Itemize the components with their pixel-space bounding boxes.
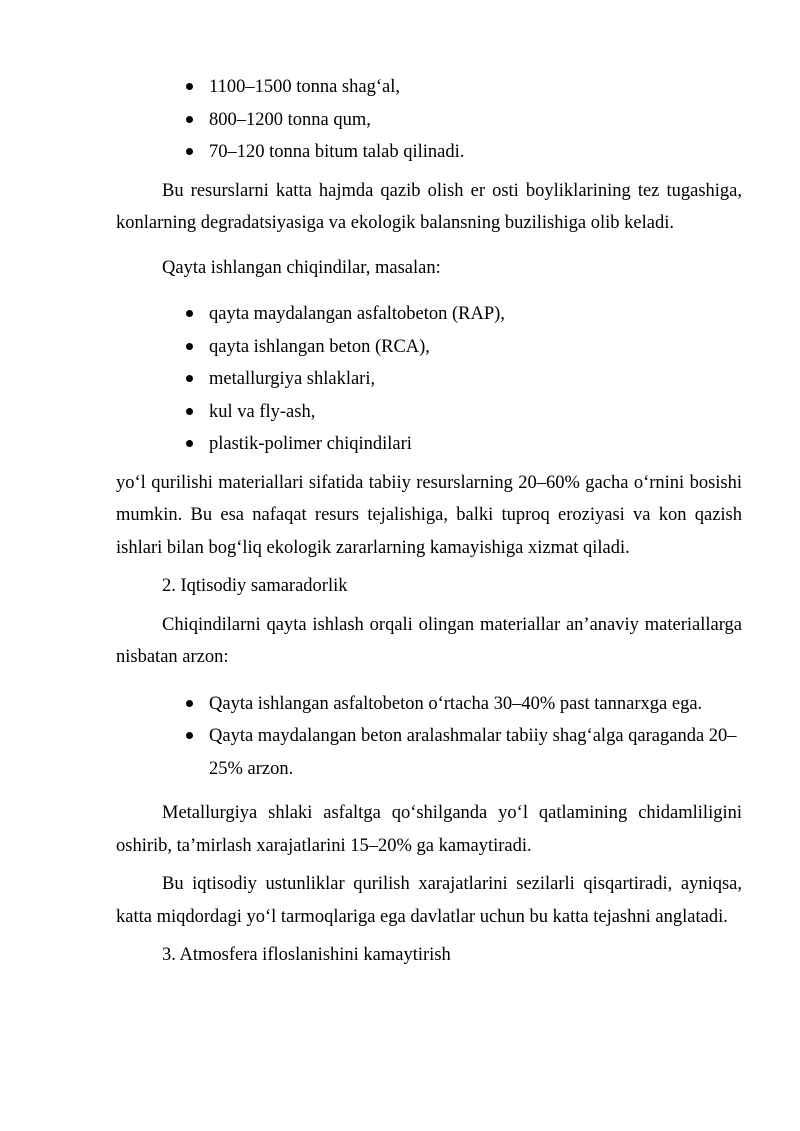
bullet-list-materials bbox=[116, 71, 742, 169]
paragraph: Qayta ishlangan chiqindilar, masalan: bbox=[162, 257, 441, 278]
bullet-icon bbox=[186, 440, 193, 447]
bullet-list-waste bbox=[116, 298, 742, 461]
paragraph: Chiqindilarni qayta ishlash orqali olingan materiallar an’anaviy materiallarga nisbatan arzon: bbox=[116, 614, 742, 667]
paragraph: yo‘l qurilishi materiallari sifatida tabiiy resurslarning 20–60% gacha o‘rnini bosishi mumkin. Bu esa nafaqat resurs tejalishiga, balki tuproq eroziyasi va kon qazish ishlari bilan bog‘liq ekologik zararlarning kamayishiga xizmat qiladi. bbox=[116, 472, 742, 558]
paragraph: Bu iqtisodiy ustunliklar qurilish xarajatlarini sezilarli qisqartiradi, ayniqsa, katta miqdordagi yo‘l tarmoqlariga ega davlatlar uchun bu katta tejashni anglatadi. bbox=[116, 874, 742, 927]
list-item: Qayta ishlangan asfaltobeton o‘rtacha 30–40% past tannarxga ega. bbox=[209, 688, 742, 721]
paragraph: Metallurgiya shlaki asfaltga qo‘shilganda yo‘l qatlamining chidamliligini oshirib, ta’mirlash xarajatlarini 15–20% ga kamaytiradi. bbox=[116, 803, 742, 856]
bullet-icon bbox=[186, 408, 193, 415]
page-content bbox=[116, 71, 742, 972]
list-item: 70–120 tonna bitum talab qilinadi. bbox=[209, 136, 742, 169]
bullet-icon bbox=[186, 83, 193, 90]
section-heading: 3. Atmosfera ifloslanishini kamaytirish bbox=[162, 945, 451, 965]
list-item: 1100–1500 tonna shag‘al, bbox=[209, 71, 742, 104]
bullet-list-savings bbox=[116, 688, 742, 786]
list-item: Qayta maydalangan beton aralashmalar tabiiy shag‘alga qaraganda 20–25% arzon. bbox=[209, 720, 742, 785]
list-item: metallurgiya shlaklari, bbox=[209, 363, 742, 396]
section-heading: 2. Iqtisodiy samaradorlik bbox=[162, 576, 348, 596]
bullet-icon bbox=[186, 700, 193, 707]
list-item: qayta maydalangan asfaltobeton (RAP), bbox=[209, 298, 742, 331]
bullet-icon bbox=[186, 375, 193, 382]
paragraph: Bu resurslarni katta hajmda qazib olish er osti boyliklarining tez tugashiga, konlarning degradatsiyasiga va ekologik balansning buzilishiga olib keladi. bbox=[116, 180, 742, 233]
list-item: qayta ishlangan beton (RCA), bbox=[209, 331, 742, 364]
bullet-icon bbox=[186, 148, 193, 155]
list-item: kul va fly-ash, bbox=[209, 396, 742, 429]
list-item: 800–1200 tonna qum, bbox=[209, 104, 742, 137]
bullet-icon bbox=[186, 732, 193, 739]
bullet-icon bbox=[186, 116, 193, 123]
bullet-icon bbox=[186, 310, 193, 317]
bullet-icon bbox=[186, 343, 193, 350]
list-item: plastik-polimer chiqindilari bbox=[209, 428, 742, 461]
